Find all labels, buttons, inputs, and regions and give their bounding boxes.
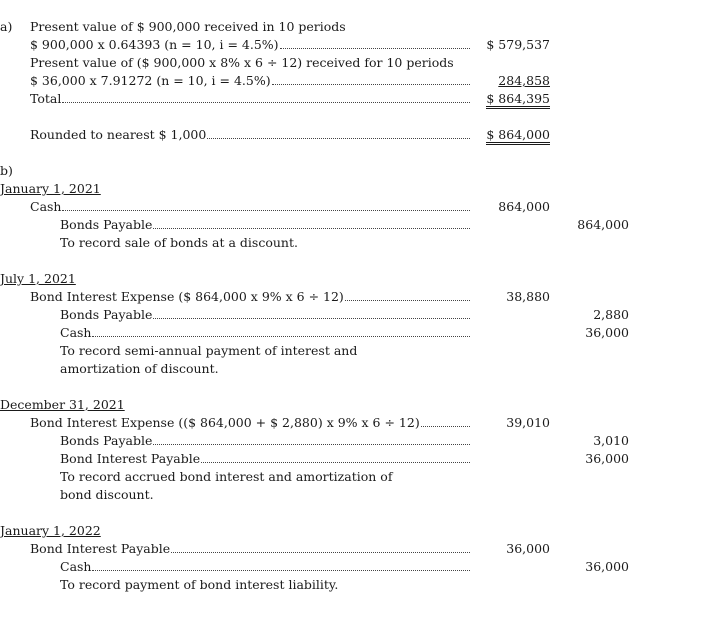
entry-date: January 1, 2021 [0,181,101,196]
journal-line [60,558,470,576]
journal-line [30,198,470,216]
pv-principal-calc: $ 900,000 x 0.64393 (n = 10, i = 4.5%) [30,37,279,52]
rounded-amount: $ 864,000 [470,126,550,144]
credit-amount: 864,000 [577,217,629,232]
account-name: Cash [60,325,92,340]
part-a-label: a) [0,19,13,34]
pv-interest-calc-row [30,72,470,90]
entry-memo: bond discount. [60,487,154,502]
entry-date: December 31, 2021 [0,397,125,412]
journal-line [60,324,470,342]
credit-amount: 36,000 [585,559,629,574]
pv-interest-heading: Present value of ($ 900,000 x 8% x 6 ÷ 12) received for 10 periods [30,55,454,70]
journal-line [60,450,470,468]
journal-line [30,540,470,558]
account-name: Bond Interest Payable [30,541,171,556]
entry-date: January 1, 2022 [0,523,101,538]
part-b-label: b) [0,163,13,178]
entry-memo: To record payment of bond interest liability. [60,577,339,592]
account-name: Bonds Payable [60,433,153,448]
pv-principal-heading: Present value of $ 900,000 received in 10 periods [30,19,346,34]
entry-memo: To record sale of bonds at a discount. [60,235,298,250]
entry-memo: To record semi-annual payment of interest and [60,343,358,358]
account-name: Bond Interest Expense ($ 864,000 x 9% x 6 ÷ 12) [30,289,344,304]
pv-principal-amount: $ 579,537 [486,37,550,52]
credit-amount: 36,000 [585,325,629,340]
rounded-label: Rounded to nearest $ 1,000 [30,127,207,142]
debit-amount: 38,880 [506,289,550,304]
account-name: Bond Interest Expense (($ 864,000 + $ 2,880) x 9% x 6 ÷ 12) [30,415,420,430]
journal-line [60,432,470,450]
total-amount: $ 864,395 [470,90,550,108]
account-name: Cash [30,199,62,214]
entry-memo: amortization of discount. [60,361,219,376]
journal-line [60,216,470,234]
pv-principal-calc-row [30,36,470,54]
entry-memo: To record accrued bond interest and amortization of [60,469,393,484]
pv-interest-amount: 284,858 [498,73,550,88]
credit-amount: 3,010 [593,433,629,448]
account-name: Bond Interest Payable [60,451,201,466]
entry-date: July 1, 2021 [0,271,76,286]
total-row [30,90,470,108]
debit-amount: 36,000 [506,541,550,556]
credit-amount: 36,000 [585,451,629,466]
debit-amount: 39,010 [506,415,550,430]
account-name: Bonds Payable [60,217,153,232]
total-label: Total [30,91,62,106]
journal-line [30,288,470,306]
debit-amount: 864,000 [498,199,550,214]
pv-interest-calc: $ 36,000 x 7.91272 (n = 10, i = 4.5%) [30,73,271,88]
account-name: Cash [60,559,92,574]
account-name: Bonds Payable [60,307,153,322]
journal-line [30,414,470,432]
rounded-row [30,126,470,144]
credit-amount: 2,880 [593,307,629,322]
journal-line [60,306,470,324]
